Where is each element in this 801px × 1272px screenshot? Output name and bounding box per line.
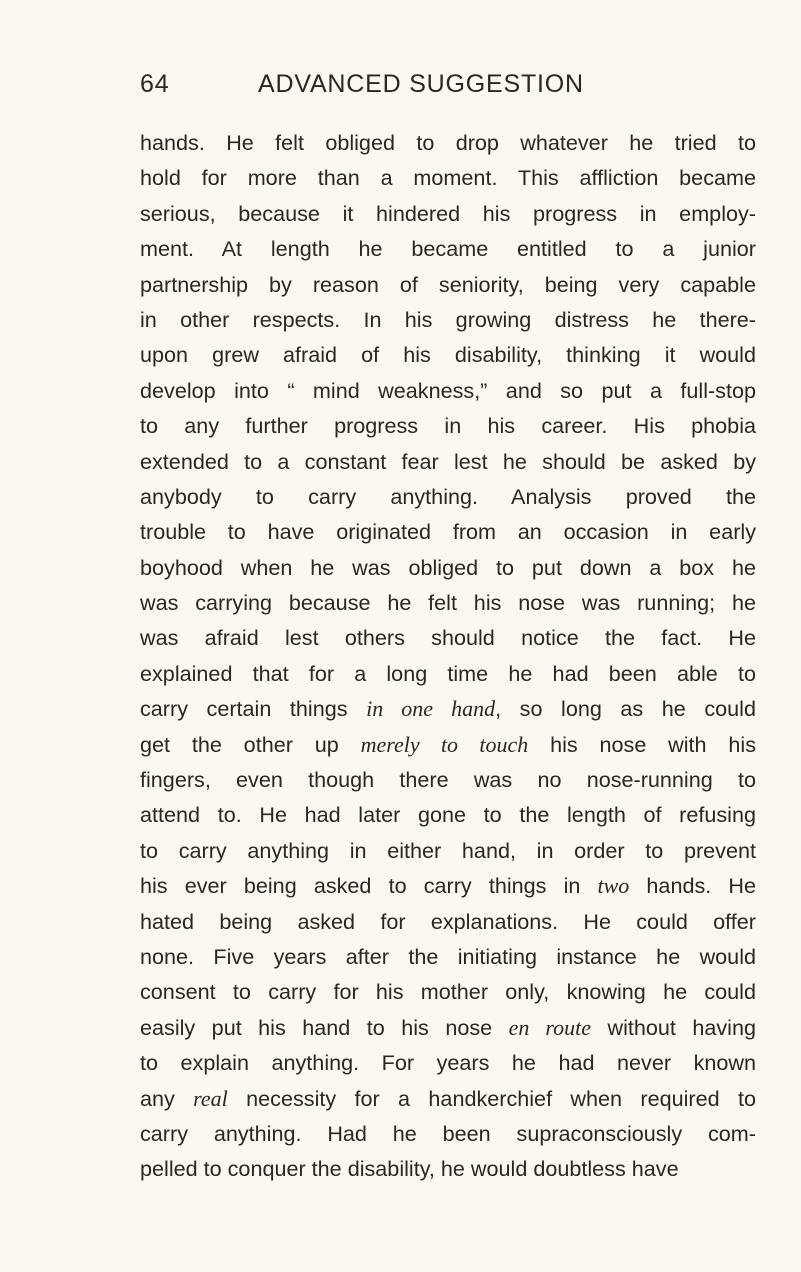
text-line	[140, 337, 756, 372]
text-segment: hold for more than a moment. This affliction became	[140, 165, 756, 191]
text-line	[140, 196, 756, 231]
text-line	[140, 904, 756, 939]
text-segment: serious, because it hindered his progress in employ-	[140, 200, 756, 226]
text-segment: to explain anything. For years he had never known	[140, 1050, 756, 1076]
page-number: 64	[140, 70, 170, 98]
text-line	[140, 868, 756, 903]
text-segment: hands. He felt obliged to drop whatever he tried to	[140, 130, 756, 155]
text-segment: attend to. He had later gone to the length of refusing	[140, 802, 756, 828]
text-segment: partnership by reason of seniority, being very capable	[140, 271, 756, 297]
text-line	[140, 762, 756, 797]
text-segment: boyhood when he was obliged to put down a box he	[140, 554, 756, 580]
text-line	[140, 479, 756, 514]
text-segment: upon grew afraid of his disability, thinking it would	[140, 342, 756, 368]
text-segment: necessity for a handkerchief when required to	[227, 1085, 756, 1111]
text-segment: hands. He	[629, 873, 756, 899]
text-segment: pelled to conquer the disability, he would doubtless have	[140, 1156, 679, 1182]
text-segment: explained that for a long time he had been able to	[140, 660, 756, 686]
text-segment: ment. At length he became entitled to a junior	[140, 236, 756, 262]
text-segment: get the other up	[140, 731, 361, 757]
text-line	[140, 231, 756, 266]
text-line	[140, 302, 756, 337]
text-segment: to carry anything in either hand, in order to prevent	[140, 837, 756, 863]
text-segment: none. Five years after the initiating instance he would	[140, 943, 756, 969]
text-line	[140, 373, 756, 408]
text-segment: carry anything. Had he been supraconsciously com-	[140, 1120, 756, 1146]
text-line	[140, 974, 756, 1009]
text-line	[140, 691, 756, 726]
text-line	[140, 585, 756, 620]
text-segment: his nose with his	[528, 731, 756, 757]
text-line	[140, 160, 756, 195]
text-segment: to any further progress in his career. His phobia	[140, 413, 756, 439]
text-line	[140, 550, 756, 585]
text-line	[140, 1116, 756, 1151]
text-segment: carry certain things	[140, 696, 367, 722]
text-segment: trouble to have originated from an occasion in early	[140, 519, 756, 545]
italic-text: real	[193, 1085, 228, 1111]
text-line	[140, 125, 756, 160]
text-line	[140, 656, 756, 691]
italic-text: two	[597, 873, 630, 899]
text-segment: any	[140, 1085, 194, 1111]
text-line	[140, 1045, 756, 1080]
text-segment: extended to a constant fear lest he should be asked by	[140, 448, 756, 474]
text-segment: hated being asked for explanations. He could offer	[140, 908, 756, 934]
italic-text: en route	[508, 1014, 591, 1040]
text-line	[140, 514, 756, 549]
text-segment: anybody to carry anything. Analysis proved the	[140, 483, 756, 509]
text-line	[140, 620, 756, 655]
text-segment: was carrying because he felt his nose was running; he	[140, 590, 756, 616]
text-line	[140, 444, 756, 479]
text-segment: develop into “ mind weakness,” and so put a full-stop	[140, 377, 756, 403]
text-segment: his ever being asked to carry things in	[140, 873, 598, 899]
italic-text: in one hand	[366, 696, 496, 722]
text-line	[140, 797, 756, 832]
text-segment: was afraid lest others should notice the fact. He	[140, 625, 756, 651]
text-line	[140, 939, 756, 974]
text-line	[140, 1151, 756, 1186]
body-text	[140, 125, 756, 1187]
text-line	[140, 1081, 756, 1116]
text-line	[140, 1010, 756, 1045]
text-segment: fingers, even though there was no nose-running to	[140, 767, 756, 793]
text-segment: in other respects. In his growing distress he there-	[140, 306, 756, 332]
text-line	[140, 833, 756, 868]
running-head	[140, 70, 760, 106]
text-line	[140, 267, 756, 302]
running-title: ADVANCED SUGGESTION	[258, 70, 584, 98]
text-segment: , so long as he could	[495, 696, 756, 722]
text-line	[140, 727, 756, 762]
text-segment: consent to carry for his mother only, knowing he could	[140, 979, 756, 1005]
text-segment: without having	[591, 1014, 756, 1040]
italic-text: merely to touch	[360, 731, 529, 757]
text-segment: easily put his hand to his nose	[140, 1014, 509, 1040]
text-line	[140, 408, 756, 443]
